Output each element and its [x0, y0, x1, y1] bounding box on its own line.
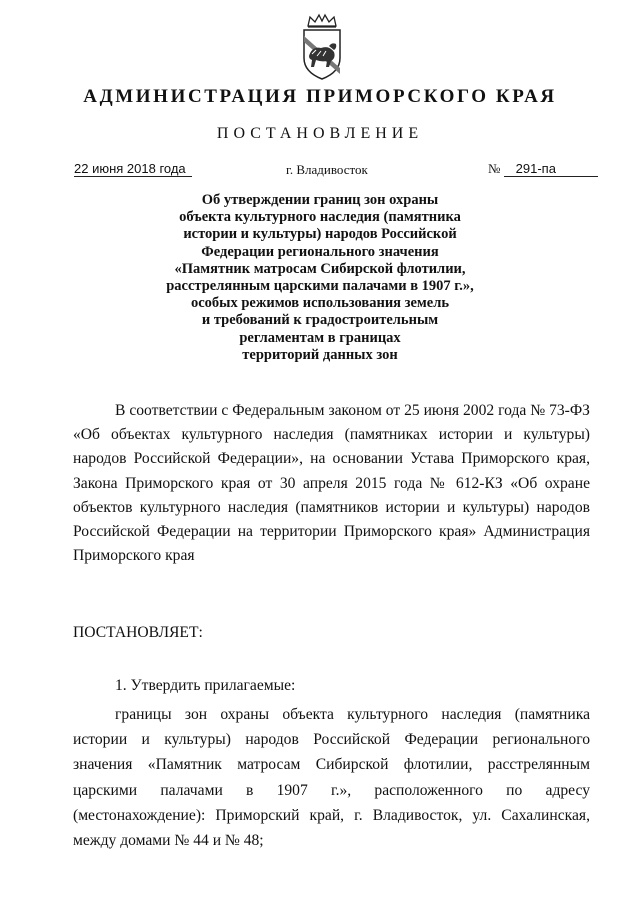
- heading-line: и требований к градостроительным: [201, 312, 439, 329]
- heading-line: Об утверждении границ зон охраны: [201, 192, 439, 208]
- item-1-label: 1. Утвердить прилагаемые:: [115, 677, 296, 694]
- heading-line: «Памятник матросам Сибирской флотилии,: [174, 260, 466, 277]
- primorsky-krai-coat-of-arms-tiger-icon: [296, 12, 348, 82]
- organization-title: АДМИНИСТРАЦИЯ ПРИМОРСКОГО КРАЯ: [83, 86, 557, 107]
- heading-line: расстрелянным царскими палачами в 1907 г.»,: [166, 278, 474, 295]
- document-heading: [120, 192, 520, 364]
- number-prefix: №: [488, 161, 501, 176]
- preamble-paragraph: В соответствии с Федеральным законом от 25 июня 2002 года № 73-ФЗ «Об объектах культурного наследия (памятниках истории и культуры) народов Российской Федерации», на основании Устава Приморского края, Закона Приморского края от 30 апреля 2015 года № 612-КЗ «Об охране объектов культурного наследия (памятников истории и культуры) народов Российской Федерации на территории Приморского края» Администрация Приморского края: [73, 402, 590, 565]
- item-1-text: границы зон охраны объекта культурного наследия (памятника истории и культуры) народов Российской Федерации регионального значения «Памятник матросам Сибирской флотилии, расстрелянным царскими палачами в 1907 г.», расположенного по адресу (местонахождение): Приморский край, г. Владивосток, ул. Сахалинская, между домами № 44 и № 48;: [73, 706, 590, 850]
- heading-line: объекта культурного наследия (памятника: [179, 209, 461, 226]
- decree-word: ПОСТАНОВЛЯЕТ:: [73, 624, 203, 641]
- document-date: 22 июня 2018 года: [74, 161, 192, 177]
- heading-line: регламентам в границах: [239, 329, 401, 346]
- document-city: г. Владивосток: [286, 162, 368, 177]
- document-number: 291-па: [504, 161, 598, 177]
- heading-line: особых режимов использования земель: [190, 295, 450, 312]
- heading-line: истории и культуры) народов Российской: [183, 226, 457, 243]
- heading-line: Федерации регионального значения: [201, 243, 439, 260]
- heading-line: территорий данных зон: [242, 346, 398, 363]
- document-number-field: [488, 161, 598, 177]
- document-type: ПОСТАНОВЛЕНИЕ: [216, 125, 424, 142]
